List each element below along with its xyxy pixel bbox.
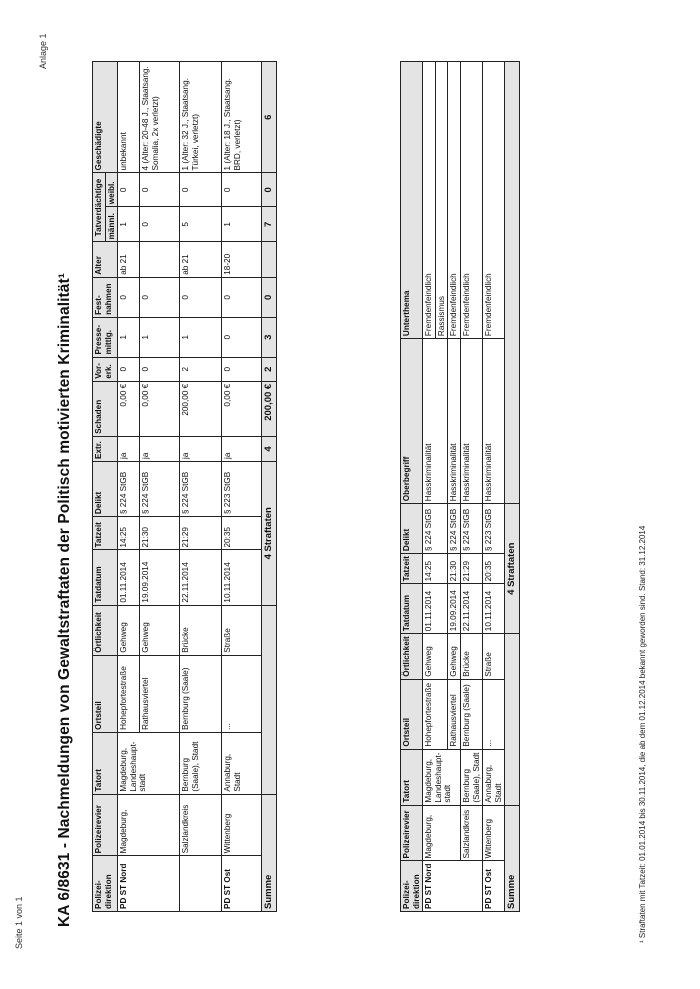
cell-geschaedigte: unbekannt (118, 62, 140, 173)
cell-revier: Salzlandkreis (460, 805, 482, 861)
col-maennl: männl. (105, 207, 118, 242)
cell-extr: ja (140, 436, 180, 461)
col-polizeidirektion: Polizei-direktion (401, 861, 423, 912)
cell-revier: Magdeburg, (423, 805, 461, 861)
cell-revier: Wittenberg (483, 805, 505, 861)
col-alter: Alter (93, 242, 118, 277)
cell-tatort: Bernburg (Saale), Stadt (180, 732, 222, 794)
cell-tatort: Bernburg (Saale), Stadt (460, 749, 482, 805)
col-tatzeit: Tatzeit (401, 554, 423, 584)
summe-spacer-right (505, 62, 520, 504)
cell-tatort: Annaburg, Stadt (483, 749, 505, 805)
cell-oberbegriff: Hasskriminalität (483, 339, 505, 504)
cell-fest: 0 (118, 277, 140, 317)
cell-oertlichkeit: Gehweg (140, 605, 180, 655)
cell-maennl: 1 (118, 207, 140, 242)
cell-ortsteil: Hohepfortestraße (118, 655, 140, 732)
cell-extr: ja (222, 436, 262, 461)
cell-oertlichkeit: Brücke (460, 634, 482, 680)
cell-oberbegriff: Hasskriminalität (423, 339, 448, 504)
cell-tatdatum: 01.11.2014 (118, 550, 140, 605)
cell-ortsteil: Rathausviertel (140, 655, 180, 732)
header-row (93, 62, 106, 912)
cell-pd: PD ST Nord (118, 856, 180, 912)
cell-ortsteil: ... (483, 679, 505, 749)
cell-fest: 0 (180, 277, 222, 317)
cell-revier: Magdeburg, (118, 794, 180, 856)
col-delikt: Delikt (401, 504, 423, 554)
col-polizeirevier: Polizeirevier (401, 805, 423, 861)
cell-presse: 0 (222, 317, 262, 357)
table-row (118, 62, 140, 912)
table-row (222, 62, 262, 912)
cell-vorerk: 0 (140, 357, 180, 381)
cell-pd: PD ST Ost (483, 861, 505, 912)
cell-tatzeit: 21:29 (460, 554, 482, 584)
col-weibl: weibl. (105, 173, 118, 207)
col-ortsteil: Ortsteil (93, 655, 118, 732)
cell-maennl: 5 (180, 207, 222, 242)
col-polizeidirektion: Polizei-direktion (93, 856, 118, 912)
table-row (423, 62, 436, 912)
summe-schaden: 200,00 € (262, 381, 277, 436)
cell-ortsteil: Hohepfortestraße (423, 679, 448, 749)
summe-geschaedigte: 6 (262, 62, 277, 173)
cell-vorerk: 0 (118, 357, 140, 381)
cell-tatzeit: 14:25 (423, 554, 448, 584)
cell-tatdatum: 22.11.2014 (460, 584, 482, 634)
col-delikt: Delikt (93, 461, 118, 516)
annex-label: Anlage 1 (38, 33, 48, 69)
cell-tatdatum: 10.11.2014 (222, 550, 262, 605)
cell-presse: 1 (140, 317, 180, 357)
cell-tatzeit: 20:35 (222, 517, 262, 550)
cell-delikt: § 223 StGB (483, 504, 505, 554)
cell-tatort: Magdeburg, Landeshaupt-stadt (118, 732, 180, 794)
cell-alter: ab 21 (118, 242, 140, 277)
cell-schaden: 0,00 € (222, 381, 262, 436)
cell-vorerk: 0 (222, 357, 262, 381)
cell-delikt: § 223 StGB (222, 461, 262, 516)
cell-extr: ja (180, 436, 222, 461)
cell-geschaedigte: 1 (Alter: 18 J., Staatsang. BRD, verletzt) (222, 62, 262, 173)
cell-geschaedigte: 4 (Alter: 20-48 J., Staatsang. Somalia, 2x verletzt) (140, 62, 180, 173)
summe-alter (262, 242, 277, 277)
cell-ortsteil: Rathausviertel (448, 679, 461, 749)
cell-vorerk: 2 (180, 357, 222, 381)
cell-tatdatum: 01.11.2014 (423, 584, 448, 634)
cell-schaden: 0,00 € (140, 381, 180, 436)
document-title: KA 6/8631 - Nachmeldungen von Gewaltstraftaten der Politisch motivierten Kriminalität¹ (56, 272, 73, 927)
cell-geschaedigte: 1 (Alter: 32 J., Staatsang. Türkei, verletzt) (180, 62, 222, 173)
summe-row (505, 62, 520, 912)
cell-fest: 0 (140, 277, 180, 317)
cell-ortsteil: Bernburg (Saale) (460, 679, 482, 749)
col-tatverdaechtige: Tatverdächtige (93, 173, 106, 242)
cell-unterthema: Fremdenfeindlich (483, 62, 505, 339)
col-polizeirevier: Polizeirevier (93, 794, 118, 856)
cell-alter: ab 21 (180, 242, 222, 277)
cell-presse: 1 (180, 317, 222, 357)
cell-weibl: 0 (180, 173, 222, 207)
cell-revier: Wittenberg (222, 794, 262, 856)
header-row (401, 62, 423, 912)
table-row (180, 62, 222, 912)
cell-oberbegriff: Hasskriminalität (448, 339, 461, 504)
cell-oberbegriff: Hasskriminalität (460, 339, 482, 504)
summe-straftaten: 4 Straftaten (505, 504, 520, 634)
cell-fest: 0 (222, 277, 262, 317)
cell-maennl: 1 (222, 207, 262, 242)
cell-maennl: 0 (140, 207, 180, 242)
cell-unterthema: Fremdenfeindlich (448, 62, 461, 339)
cell-revier: Salzlandkreis (180, 794, 222, 856)
col-extr: Extr. (93, 436, 118, 461)
cell-pd (180, 856, 222, 912)
cell-weibl: 0 (118, 173, 140, 207)
cell-schaden: 200,00 € (180, 381, 222, 436)
col-pressemittlg: Presse-mittlg. (93, 317, 118, 357)
cell-oertlichkeit: Brücke (180, 605, 222, 655)
cell-weibl: 0 (140, 173, 180, 207)
summe-maennl: 7 (262, 207, 277, 242)
summe-label: Summe (262, 794, 277, 911)
cell-delikt: § 224 StGB (423, 504, 448, 554)
summe-spacer (262, 605, 277, 794)
cell-schaden: 0,00 € (118, 381, 140, 436)
cell-tatzeit: 21:29 (180, 517, 222, 550)
summe-label: Summe (505, 805, 520, 911)
col-ortsteil: Ortsteil (401, 679, 423, 749)
cell-oertlichkeit: Gehweg (423, 634, 448, 680)
cell-weibl: 0 (222, 173, 262, 207)
cell-ortsteil: ... (222, 655, 262, 732)
cell-tatdatum: 22.11.2014 (180, 550, 222, 605)
col-tatort: Tatort (401, 749, 423, 805)
cell-tatort: Annaburg, Stadt (222, 732, 262, 794)
col-oertlichkeit: Örtlichkeit (401, 634, 423, 680)
summe-fest: 0 (262, 277, 277, 317)
cell-tatzeit: 14:25 (118, 517, 140, 550)
col-tatort: Tatort (93, 732, 118, 794)
cell-delikt: § 224 StGB (140, 461, 180, 516)
cell-tatzeit: 21:30 (140, 517, 180, 550)
summe-vorerk: 2 (262, 357, 277, 381)
cell-alter: 18-20 (222, 242, 262, 277)
cell-tatdatum: 19.09.2014 (140, 550, 180, 605)
cell-oertlichkeit: Gehweg (118, 605, 140, 655)
classification-table (400, 61, 520, 912)
page-number: Seite 1 von 1 (14, 896, 24, 949)
col-geschaedigte: Geschädigte (93, 62, 118, 173)
cell-oertlichkeit: Straße (483, 634, 505, 680)
summe-extr: 4 (262, 436, 277, 461)
col-oberbegriff: Oberbegriff (401, 339, 423, 504)
cell-delikt: § 224 StGB (118, 461, 140, 516)
col-unterthema: Unterthema (401, 62, 423, 339)
cell-unterthema: Fremdenfeindlich (423, 62, 436, 339)
col-tatdatum: Tatdatum (401, 584, 423, 634)
cell-tatzeit: 21:30 (448, 554, 461, 584)
summe-spacer (505, 634, 520, 805)
col-festnahmen: Fest-nahmen (93, 277, 118, 317)
summe-row (262, 62, 277, 912)
col-vorerk: Vor-erk. (93, 357, 118, 381)
cell-oertlichkeit: Straße (222, 605, 262, 655)
cell-alter (140, 242, 180, 277)
cell-pd: PD ST Nord (423, 861, 483, 912)
cell-extr: ja (118, 436, 140, 461)
summe-presse: 3 (262, 317, 277, 357)
table-row (460, 62, 482, 912)
summe-weibl: 0 (262, 173, 277, 207)
cell-tatdatum: 10.11.2014 (483, 584, 505, 634)
table-row (483, 62, 505, 912)
summe-straftaten: 4 Straftaten (262, 461, 277, 605)
cell-oertlichkeit: Gehweg (448, 634, 461, 680)
cell-delikt: § 224 StGB (460, 504, 482, 554)
cell-delikt: § 224 StGB (180, 461, 222, 516)
cell-tatzeit: 20:35 (483, 554, 505, 584)
col-oertlichkeit: Örtlichkeit (93, 605, 118, 655)
cell-unterthema: Rassismus (435, 62, 448, 339)
cell-tatort: Magdeburg, Landeshaupt-stadt (423, 749, 461, 805)
cell-pd: PD ST Ost (222, 856, 262, 912)
cell-tatdatum: 19.09.2014 (448, 584, 461, 634)
cell-ortsteil: Bernburg (Saale) (180, 655, 222, 732)
col-tatdatum: Tatdatum (93, 550, 118, 605)
cell-delikt: § 224 StGB (448, 504, 461, 554)
footnote: ¹ Straftaten mit Tatzeit: 01.01.2014 bis 30.11.2014, die ab dem 01.12.2014 bekannt geworden sind. Stand: 31.12.2014 (638, 525, 647, 943)
cell-presse: 1 (118, 317, 140, 357)
crimes-table (92, 61, 277, 912)
cell-unterthema: Fremdenfeindlich (460, 62, 482, 339)
col-schaden: Schaden (93, 381, 118, 436)
col-tatzeit: Tatzeit (93, 517, 118, 550)
